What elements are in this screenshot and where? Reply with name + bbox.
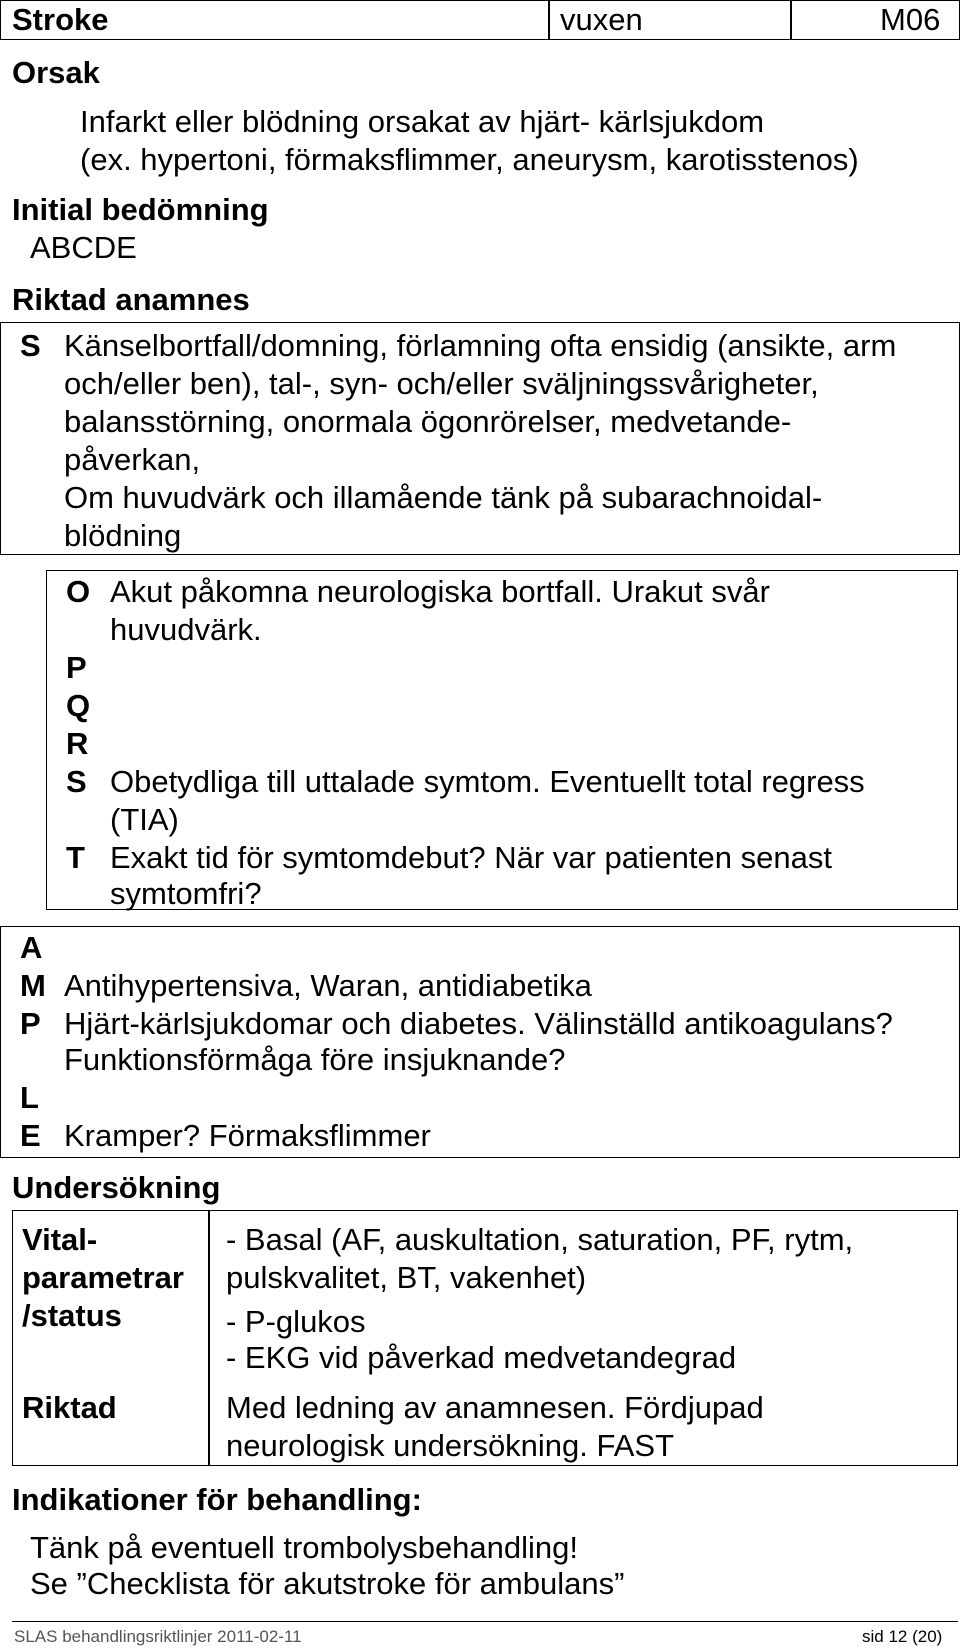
vital-label: Vital- (22, 1222, 98, 1257)
footer-rule (12, 1621, 958, 1622)
ample-p-letter: P (20, 1006, 41, 1041)
header-divider-1 (548, 0, 550, 40)
opqrst-o-letter: O (66, 574, 91, 609)
undersokning-column-divider (208, 1210, 210, 1466)
orsak-line-2: (ex. hypertoni, förmaksflimmer, aneurysm, karotisstenos) (80, 142, 859, 177)
initial-text: ABCDE (30, 230, 137, 265)
ample-p-line: Funktionsförmåga före insjuknande? (64, 1042, 566, 1077)
section-heading-initial: Initial bedömning (12, 192, 269, 227)
vital-label: /status (22, 1298, 122, 1333)
anamnes-s-line: Om huvudvärk och illamående tänk på subarachnoidal- (64, 480, 823, 515)
ample-m-text: Antihypertensiva, Waran, antidiabetika (64, 968, 592, 1003)
ample-a-letter: A (20, 930, 43, 965)
anamnes-s-line: Känselbortfall/domning, förlamning ofta ensidig (ansikte, arm (64, 328, 897, 363)
anamnes-s-line: påverkan, (64, 442, 201, 477)
opqrst-q-letter: Q (66, 688, 91, 723)
footer-page-number: sid 12 (20) (862, 1627, 943, 1646)
riktad-line: neurologisk undersökning. FAST (226, 1428, 675, 1463)
opqrst-s-line: (TIA) (110, 802, 179, 837)
vital-label: parametrar (22, 1260, 184, 1295)
opqrst-p-letter: P (66, 650, 87, 685)
indikationer-line: Se ”Checklista för akutstroke för ambulans” (30, 1566, 625, 1601)
opqrst-t-line: symtomfri? (110, 876, 262, 911)
opqrst-s-letter: S (66, 764, 87, 799)
indikationer-line: Tänk på eventuell trombolysbehandling! (30, 1530, 579, 1565)
opqrst-o-line: Akut påkomna neurologiska bortfall. Urakut svår (110, 574, 770, 609)
opqrst-r-letter: R (66, 726, 89, 761)
anamnes-s-line: blödning (64, 518, 182, 553)
anamnes-s-line: och/eller ben), tal-, syn- och/eller sväljningssvårigheter, (64, 366, 819, 401)
guideline-code: M06 (880, 2, 941, 37)
section-heading-indikationer: Indikationer för behandling: (12, 1482, 422, 1517)
anamnes-s-line: balansstörning, onormala ögonrörelser, medvetande- (64, 404, 792, 439)
anamnes-s-letter: S (20, 328, 41, 363)
page-title: Stroke (12, 2, 109, 37)
header-divider-2 (790, 0, 792, 40)
opqrst-s-line: Obetydliga till uttalade symtom. Eventuellt total regress (110, 764, 865, 799)
footer-source: SLAS behandlingsriktlinjer 2011-02-11 (14, 1627, 302, 1646)
riktad-line: Med ledning av anamnesen. Fördjupad (226, 1390, 764, 1425)
ample-e-letter: E (20, 1118, 41, 1153)
header-bar (0, 0, 960, 40)
ample-l-letter: L (20, 1080, 39, 1115)
ample-e-text: Kramper? Förmaksflimmer (64, 1118, 431, 1153)
vital-line: - EKG vid påverkad medvetandegrad (226, 1340, 737, 1375)
ample-m-letter: M (20, 968, 46, 1003)
orsak-line-1: Infarkt eller blödning orsakat av hjärt- kärlsjukdom (80, 104, 765, 139)
vital-line: - P-glukos (226, 1304, 366, 1339)
vital-line: pulskvalitet, BT, vakenhet) (226, 1260, 587, 1295)
riktad-label: Riktad (22, 1390, 117, 1425)
vital-line: - Basal (AF, auskultation, saturation, PF, rytm, (226, 1222, 854, 1257)
opqrst-t-line: Exakt tid för symtomdebut? När var patienten senast (110, 840, 832, 875)
section-heading-anamnes: Riktad anamnes (12, 282, 250, 317)
opqrst-o-line: huvudvärk. (110, 612, 262, 647)
opqrst-t-letter: T (66, 840, 85, 875)
ample-p-line: Hjärt-kärlsjukdomar och diabetes. Välinställd antikoagulans? (64, 1006, 893, 1041)
section-heading-orsak: Orsak (12, 55, 100, 90)
section-heading-undersokning: Undersökning (12, 1170, 221, 1205)
audience-label: vuxen (560, 2, 643, 37)
